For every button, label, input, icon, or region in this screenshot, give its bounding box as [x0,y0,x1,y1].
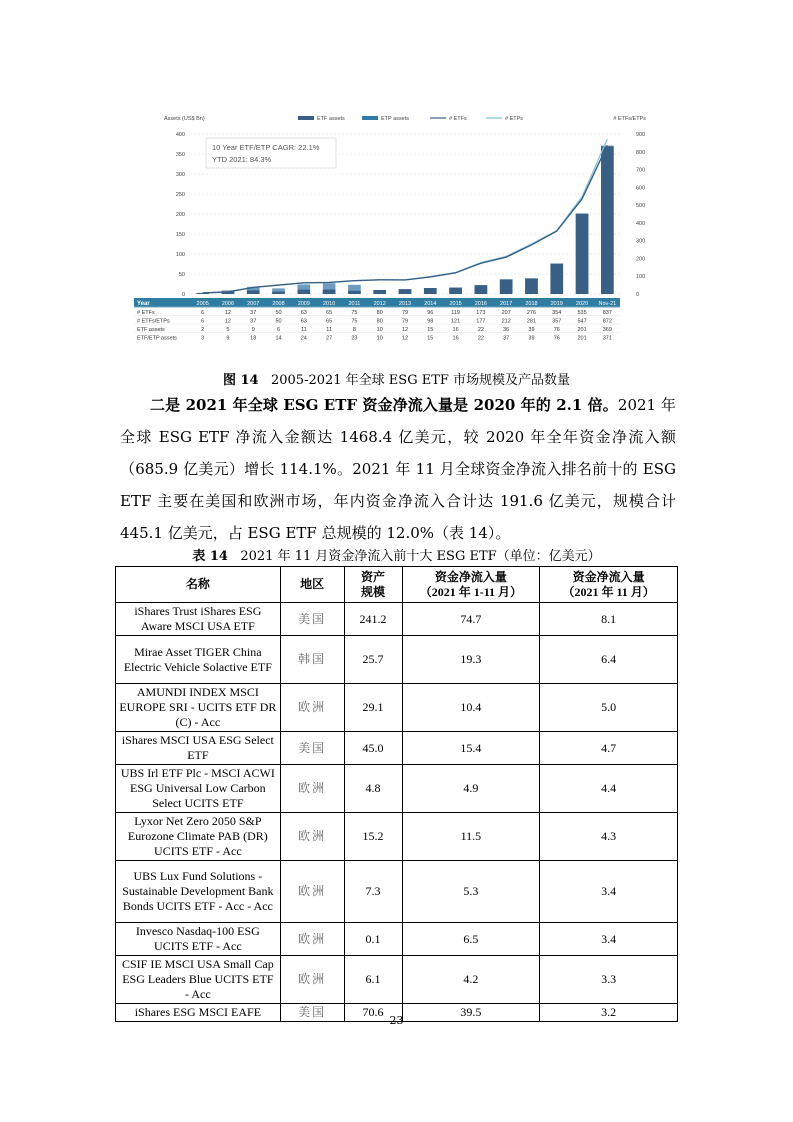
data-label: 79 [401,310,409,316]
annotation-cagr: 10 Year ETF/ETP CAGR: 22.1% [212,143,320,152]
table-row [116,603,678,636]
y-left-tick: 300 [175,172,185,178]
y-left-axis-title: Assets (US$ Bn) [164,116,205,122]
data-label: 547 [577,318,587,325]
bar-etf-assets [475,285,488,294]
header-flow-ytd: 资金净流入量 （2021 年 1-11 月） [402,567,540,603]
bar-etf-assets [399,289,412,294]
data-label: 11 [326,327,332,333]
y-left-tick: 200 [175,212,185,218]
y-right-tick: 600 [636,185,646,192]
data-label: 16 [452,327,459,333]
header-flow-nov: 资金净流入量 （2021 年 11 月） [540,567,678,603]
data-label: 96 [427,310,434,316]
data-label: 6 [276,327,281,333]
cell-name: CSIF IE MSCI USA Small Cap ESG Leaders Blue UCITS ETF - Acc [116,956,281,1004]
cell-flow-ytd: 74.7 [402,603,540,636]
bar-etf-assets [500,280,513,294]
cell-flow-ytd: 10.4 [402,684,540,732]
series-row-label: # ETFs/ETPs [137,318,170,325]
cell-scale: 45.0 [344,732,402,765]
data-label: 80 [376,310,383,316]
data-label: 65 [326,310,333,316]
bar-etf-assets [576,214,589,294]
data-label: 75 [351,310,358,316]
data-label: 837 [602,310,612,316]
cell-region: 欧洲 [280,923,344,956]
data-label: 24 [300,335,307,342]
table-row [116,636,678,684]
bar-etf-assets [550,264,563,294]
series-row-label: ETF/ETP assets [137,335,177,342]
bar-etf-assets [601,146,614,294]
series-row-label: # ETFs [137,310,155,316]
top10-esg-etf-table [115,566,678,1022]
y-right-tick: 0 [636,292,640,298]
table-row [116,923,678,956]
x-tick-label: 2012 [373,301,386,307]
data-label: 36 [503,327,510,333]
cell-region: 美国 [280,732,344,765]
data-label: 9 [251,327,255,333]
data-label: 39 [528,335,535,342]
bar-etf-assets [373,290,386,294]
data-label: 22 [477,327,484,333]
legend-swatch [362,116,378,120]
bar-etf-assets [272,292,285,294]
legend-entry: ETP assets [381,116,410,122]
legend-entry: ETF assets [317,116,345,122]
data-label: 369 [602,327,612,333]
x-tick-label: 2008 [272,301,285,307]
data-label: 50 [275,318,282,325]
data-label: 3 [201,335,205,342]
header-region: 地区 [280,567,344,603]
table-row [116,813,678,861]
data-label: 37 [503,335,510,342]
figure-caption-text: 2005-2021 年全球 ESG ETF 市场规模及产品数量 [270,373,571,388]
cell-region: 欧洲 [280,956,344,1004]
y-right-tick: 100 [636,274,646,281]
x-tick-label: 2014 [424,301,437,307]
x-tick-label: 2006 [221,301,235,307]
x-tick-label: Nov-21 [598,301,617,307]
cell-name: iShares Trust iShares ESG Aware MSCI USA ETF [116,603,281,636]
x-tick-label: 2019 [550,301,563,307]
body-paragraph [120,389,676,549]
data-label: 12 [224,310,232,316]
cell-flow-nov: 4.4 [540,765,678,813]
cell-region: 欧洲 [280,813,344,861]
data-label: 16 [452,335,459,342]
table-row [116,765,678,813]
cell-flow-ytd: 15.4 [402,732,540,765]
table-row [116,956,678,1004]
cell-region: 韩国 [280,636,344,684]
cell-scale: 25.7 [344,636,402,684]
data-label: 14 [275,335,282,342]
paragraph-lead: 二是 2021 年全球 ESG ETF 资金净流入量是 2020 年的 2.1 倍。 [150,396,618,414]
data-label: 10 [376,335,383,342]
cell-region: 欧洲 [280,765,344,813]
header-scale: 资产 规模 [344,567,402,603]
data-label: 2 [201,327,205,333]
x-tick-label: 2017 [500,301,513,307]
data-label: 6 [201,318,205,325]
data-label: 12 [224,318,232,325]
cell-name: Lyxor Net Zero 2050 S&P Eurozone Climate PAB (DR) UCITS ETF - Acc [116,813,281,861]
data-label: 121 [450,318,461,325]
cell-scale: 0.1 [344,923,402,956]
data-label: 76 [553,335,560,342]
cell-flow-nov: 5.0 [540,684,678,732]
legend-entry: # ETPs [505,116,524,122]
bar-etf-assets [323,290,336,294]
cell-flow-ytd: 39.5 [402,1004,540,1022]
data-label: 212 [501,318,511,325]
page-number: 23 [389,1014,404,1027]
table-caption [0,545,793,564]
figure-caption-label: 图 14 [222,373,259,388]
y-right-tick: 300 [636,238,646,245]
data-label: 15 [427,335,434,342]
chart-svg [130,108,650,360]
cell-scale: 7.3 [344,861,402,923]
cell-flow-nov: 3.3 [540,956,678,1004]
annotation-ytd: YTD 2021: 84.3% [212,155,272,164]
data-label: 76 [553,327,560,333]
data-label: 37 [250,318,257,325]
cell-name: UBS Irl ETF Plc - MSCI ACWI ESG Universal Low Carbon Select UCITS ETF [116,765,281,813]
bar-etf-assets [298,290,311,294]
cell-name: Mirae Asset TIGER China Electric Vehicle Solactive ETF [116,636,281,684]
data-label: 357 [552,318,562,325]
series-row-label: ETF assets [137,327,165,333]
data-label: 80 [376,318,383,325]
cell-flow-ytd: 4.9 [402,765,540,813]
cell-scale: 15.2 [344,813,402,861]
cell-scale: 6.1 [344,956,402,1004]
y-left-tick: 400 [175,132,185,138]
x-tick-label: 2005 [196,301,209,307]
data-label: 11 [300,327,307,333]
data-label: 535 [577,310,587,316]
cell-region: 美国 [280,603,344,636]
cell-flow-nov: 8.1 [540,603,678,636]
data-label: 872 [602,318,612,325]
data-label: 22 [477,335,484,342]
data-label: 371 [602,335,612,342]
data-label: 65 [326,318,333,325]
data-label: 75 [351,318,358,325]
table-row [116,861,678,923]
data-label: 9 [226,335,230,342]
cell-name: AMUNDI INDEX MSCI EUROPE SRI - UCITS ETF DR (C) - Acc [116,684,281,732]
data-label: 207 [501,310,511,316]
data-label: 177 [476,318,486,325]
y-left-tick: 100 [175,252,185,258]
figure-caption [0,369,793,388]
cell-name: iShares MSCI USA ESG Select ETF [116,732,281,765]
data-label: 23 [351,335,358,342]
table-header-row [116,567,678,603]
table-row [116,732,678,765]
x-tick-label: 2013 [398,301,412,307]
data-label: 281 [526,318,537,325]
x-tick-label: 2016 [474,301,488,307]
x-tick-label: 2009 [297,301,310,307]
data-label: 201 [577,335,587,342]
cell-flow-nov: 6.4 [540,636,678,684]
cell-region: 欧洲 [280,861,344,923]
data-label: 39 [528,327,535,333]
cell-region: 美国 [280,1004,344,1022]
data-label: 27 [326,335,333,342]
data-label: 354 [552,310,562,316]
paragraph-body: 2021 年全球 ESG ETF 净流入金额达 1468.4 亿美元，较 2020 年全年资金净流入额（685.9 亿美元）增长 114.1%。2021 年 11 月全球资金净流入排名前十的 ESG ETF 主要在美国和欧洲市场，年内资金净流入合计达 191.6 亿美元，规模合计 445.1 亿美元，占 ESG ETF 总规模的 12.0%（表 14）。 [120,396,676,542]
bar-etf-assets [525,278,538,294]
y-left-tick: 0 [181,292,185,298]
x-tick-label: 2011 [348,301,361,307]
data-label: 15 [427,327,434,333]
table-caption-text: 2021 年 11 月资金净流入前十大 ESG ETF（单位：亿美元） [240,549,601,564]
y-right-tick: 400 [636,220,646,227]
legend-entry: # ETFs [449,116,467,122]
data-label: 119 [451,310,460,316]
y-left-tick: 350 [175,152,185,158]
data-label: 12 [401,335,409,342]
cell-flow-nov: 3.2 [540,1004,678,1022]
data-label: 173 [476,310,486,316]
header-name: 名称 [116,567,281,603]
cell-name: UBS Lux Fund Solutions - Sustainable Development Bank Bonds UCITS ETF - Acc - Acc [116,861,281,923]
cell-flow-nov: 4.7 [540,732,678,765]
data-label: 8 [352,327,356,333]
data-label: 63 [300,310,307,316]
bar-etf-assets [348,291,361,294]
y-right-tick: 200 [636,256,646,263]
data-label: 50 [275,310,282,316]
y-right-axis-title: # ETFs/ETPs [613,116,646,122]
bar-etf-assets [424,288,437,294]
cell-flow-ytd: 4.2 [402,956,540,1004]
x-tick-label: 2018 [525,301,538,307]
cell-flow-nov: 4.3 [540,813,678,861]
data-label: 37 [250,310,257,316]
y-right-tick: 700 [636,167,646,174]
table-caption-label: 表 14 [192,549,228,564]
cell-flow-nov: 3.4 [540,923,678,956]
x-tick-label: 2010 [322,301,336,307]
cell-name: Invesco Nasdaq-100 ESG UCITS ETF - Acc [116,923,281,956]
y-left-tick: 250 [175,192,185,198]
data-label: 10 [376,327,383,333]
y-right-tick: 500 [636,203,646,210]
cell-flow-ytd: 6.5 [402,923,540,956]
data-label: 79 [401,318,409,325]
data-label: 18 [250,335,257,342]
data-label: 201 [577,327,587,333]
data-label: 98 [427,318,434,325]
cell-region: 欧洲 [280,684,344,732]
data-label: 63 [300,318,307,325]
x-tick-label: 2020 [575,301,589,307]
x-tick-label: 2007 [247,301,260,307]
cell-scale: 29.1 [344,684,402,732]
y-right-tick: 800 [636,149,646,156]
cell-scale: 70.6 [344,1004,402,1022]
esg-etf-chart [130,108,650,360]
cell-name: iShares ESG MSCI EAFE [116,1004,281,1022]
cell-flow-ytd: 11.5 [402,813,540,861]
data-label: 6 [201,310,205,316]
y-left-tick: 150 [175,232,185,238]
cell-flow-ytd: 19.3 [402,636,540,684]
cell-scale: 4.8 [344,765,402,813]
cell-flow-nov: 3.4 [540,861,678,923]
cell-flow-ytd: 5.3 [402,861,540,923]
bar-etf-assets [247,290,260,294]
data-label: 12 [401,327,409,333]
data-label: 5 [226,327,230,333]
data-label: 276 [526,310,537,316]
year-header-label: Year [137,301,150,307]
legend-swatch [298,116,314,120]
y-left-tick: 50 [178,272,185,278]
table-row [116,684,678,732]
bar-etf-assets [449,288,462,294]
y-right-tick: 900 [636,132,646,138]
cell-scale: 241.2 [344,603,402,636]
x-tick-label: 2015 [449,301,462,307]
